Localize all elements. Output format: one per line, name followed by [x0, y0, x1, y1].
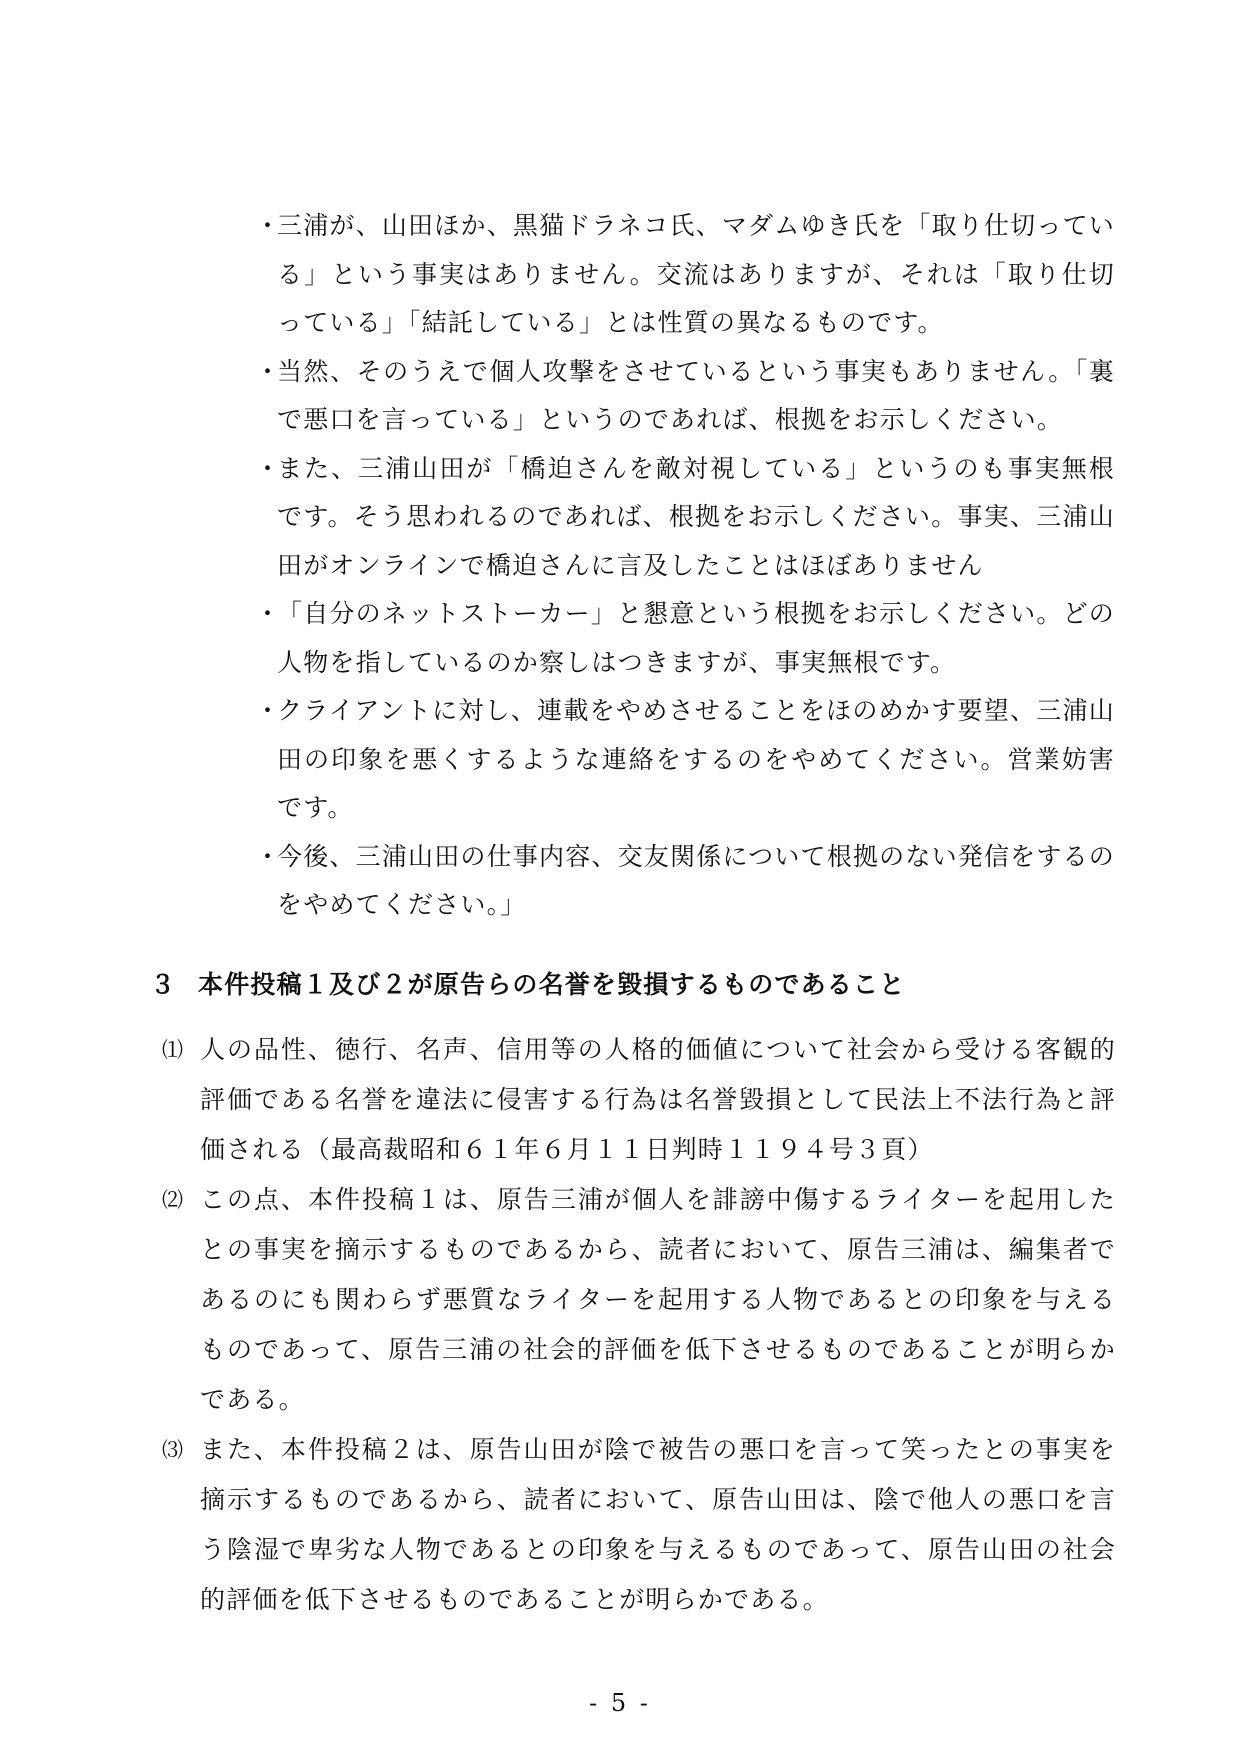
bullet-text: 「自分のネットストーカー」と懇意という根拠をお示しください。どの人物を指しているのか察しはつきますが、事実無根です。 [277, 599, 1115, 677]
bullet-text: 三浦が、山田ほか、黒猫ドラネコ氏、マダムゆき氏を「取り仕切っている」という事実はありません。交流はありますが、それは「取り仕切っている」「結託している」とは性質の異なるものです。 [277, 211, 1115, 337]
bullet-item [255, 202, 1115, 348]
section-title: 本件投稿１及び２が原告らの名誉を毀損するものであること [198, 970, 906, 999]
bullet-item [255, 833, 1115, 930]
item-text: 人の品性、徳行、名声、信用等の人格的価値について社会から受ける客観的評価である名誉を違法に侵害する行為は名誉毀損として民法上不法行為と評価される（最高裁昭和６１年６月１１日判時１１９４号３頁） [200, 1035, 1116, 1164]
bullet-text: また、三浦山田が「橋迫さんを敵対視している」というのも事実無根です。そう思われるのであれば、根拠をお示しください。事実、三浦山田がオンラインで橋迫さんに言及したことはほぼありません [277, 453, 1115, 580]
item-number: ⑴ [162, 1038, 185, 1062]
quoted-bullet-list [255, 202, 1115, 930]
bullet-mark: ・ [255, 453, 282, 483]
bullet-item [255, 687, 1115, 833]
numbered-item [162, 1025, 1116, 1175]
bullet-mark: ・ [255, 356, 282, 386]
bullet-item [255, 445, 1115, 591]
item-text: この点、本件投稿１は、原告三浦が個人を誹謗中傷するライターを起用したとの事実を摘示するものであるから、読者において、原告三浦は、編集者であるのにも関わらず悪質なライターを起用する人物であるとの印象を与えるものであって、原告三浦の社会的評価を低下させるものであることが明らかである。 [200, 1185, 1116, 1414]
bullet-mark: ・ [255, 211, 282, 240]
page-number: - 5 - [589, 1689, 651, 1717]
numbered-item [162, 1175, 1116, 1425]
section-number: ３ [150, 970, 177, 999]
bullet-text: 当然、そのうえで個人攻撃をさせているという事実もありません。「裏で悪口を言っている」というのであれば、根拠をお示しください。 [277, 356, 1115, 434]
bullet-text: 今後、三浦山田の仕事内容、交友関係について根拠のない発信をするのをやめてください。」 [277, 841, 1115, 919]
section-heading [150, 965, 1110, 1005]
bullet-item [255, 348, 1115, 445]
item-number: ⑵ [162, 1188, 185, 1212]
bullet-text: クライアントに対し、連載をやめさせることをほのめかす要望、三浦山田の印象を悪くするような連絡をするのをやめてください。営業妨害です。 [277, 696, 1115, 822]
bullet-mark: ・ [255, 599, 282, 628]
bullet-mark: ・ [255, 696, 282, 725]
numbered-item [162, 1425, 1116, 1625]
item-number: ⑶ [162, 1438, 185, 1462]
item-text: また、本件投稿２は、原告山田が陰で被告の悪口を言って笑ったとの事実を摘示するものであるから、読者において、原告山田は、陰で他人の悪口を言う陰湿で卑劣な人物であるとの印象を与えるものであって、原告山田の社会的評価を低下させるものであることが明らかである。 [200, 1435, 1116, 1614]
bullet-item [255, 590, 1115, 687]
bullet-mark: ・ [255, 841, 282, 871]
numbered-item-list [162, 1025, 1116, 1625]
